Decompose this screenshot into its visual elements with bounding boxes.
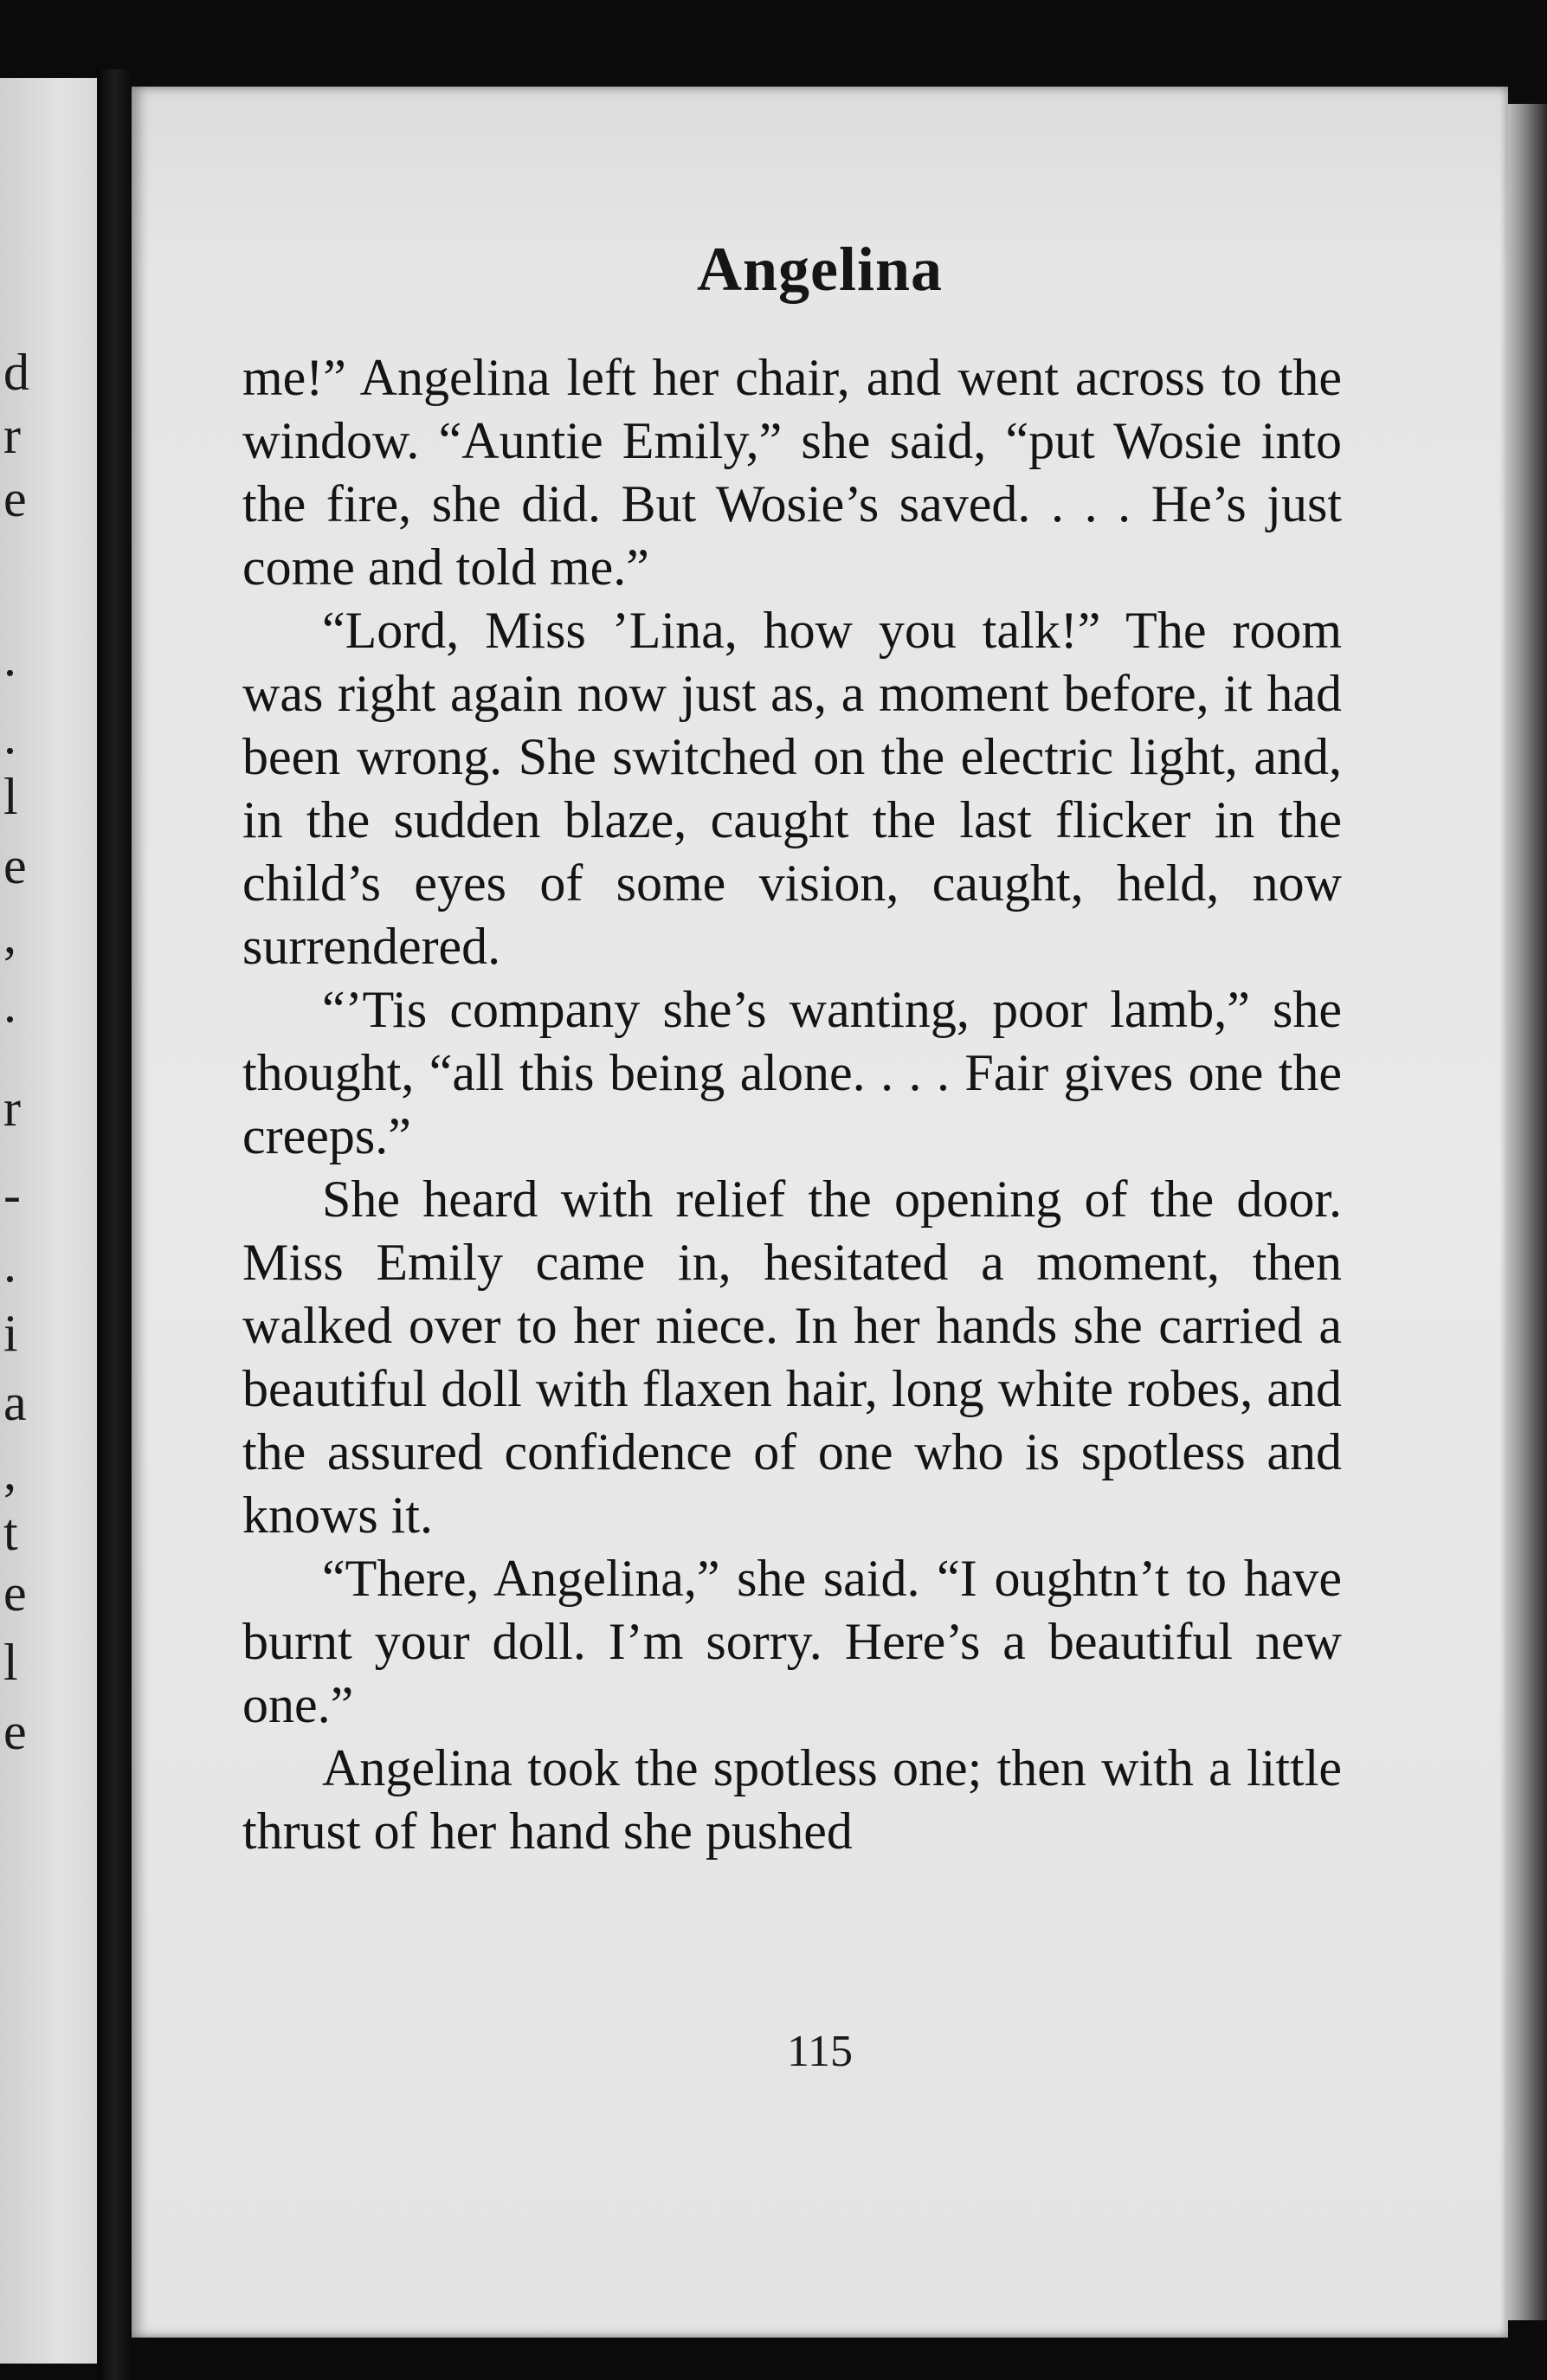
facing-page-fragment: e	[3, 470, 27, 527]
facing-page-fragment: t	[3, 1504, 18, 1561]
paragraph: me!” Angelina left her chair, and went across to the window. “Auntie Emily,” she said, “put Wosie into the fire, she did. But Wosie’s saved. . . . He’s just come and told me.”	[242, 349, 1342, 596]
running-head: Angelina	[696, 235, 944, 304]
facing-page-fragment: ,	[3, 1443, 16, 1500]
body-text	[242, 346, 1342, 1863]
facing-page-fragment: ,	[3, 906, 16, 964]
facing-page-fragment: l	[3, 768, 18, 825]
page-fore-edge	[1508, 104, 1547, 2320]
facing-page-fragment: e	[3, 1703, 27, 1760]
facing-page-fragment: .	[3, 976, 16, 1033]
paragraph: “Lord, Miss ’Lina, how you talk!” The room was right again now just as, a moment before, it had been wrong. She switched on the electric light, and, in the sudden blaze, caught the last flicker in the child’s eyes of some vision, caught, held, now surrendered.	[242, 602, 1342, 975]
facing-page-fragment: e	[3, 837, 27, 894]
facing-page-fragment: .	[3, 629, 16, 687]
facing-page-fragment: l	[3, 1634, 18, 1691]
facing-page-fragment: .	[3, 1235, 16, 1293]
page-number: 115	[786, 2027, 854, 2076]
paragraph: She heard with relief the opening of the door. Miss Emily came in, hesitated a moment, then walked over to her niece. In her hands she carried a beautiful doll with flaxen hair, long white robes, and the assured confidence of one who is spotless and knows it.	[242, 1171, 1342, 1544]
paragraph: “There, Angelina,” she said. “I oughtn’t to have burnt your doll. I’m sorry. Here’s a beautiful new one.”	[242, 1550, 1342, 1733]
facing-page-fragment: -	[3, 1166, 21, 1223]
facing-page-fragment: a	[3, 1374, 27, 1431]
book-page	[132, 87, 1508, 2338]
paragraph: “’Tis company she’s wanting, poor lamb,” she thought, “all this being alone. . . . Fair gives one the creeps.”	[242, 981, 1342, 1164]
facing-page-fragment: d	[3, 344, 29, 401]
facing-page-fragment: r	[3, 1080, 21, 1137]
book-spine-gutter	[97, 69, 132, 2380]
facing-page-fragment: e	[3, 1564, 27, 1622]
facing-page-fragment: i	[3, 1305, 18, 1362]
paragraph: Angelina took the spotless one; then with a little thrust of her hand she pushed	[242, 1739, 1342, 1860]
facing-page-fragment: .	[3, 707, 16, 764]
facing-page-edge	[0, 78, 102, 2364]
facing-page-fragment: r	[3, 407, 21, 464]
